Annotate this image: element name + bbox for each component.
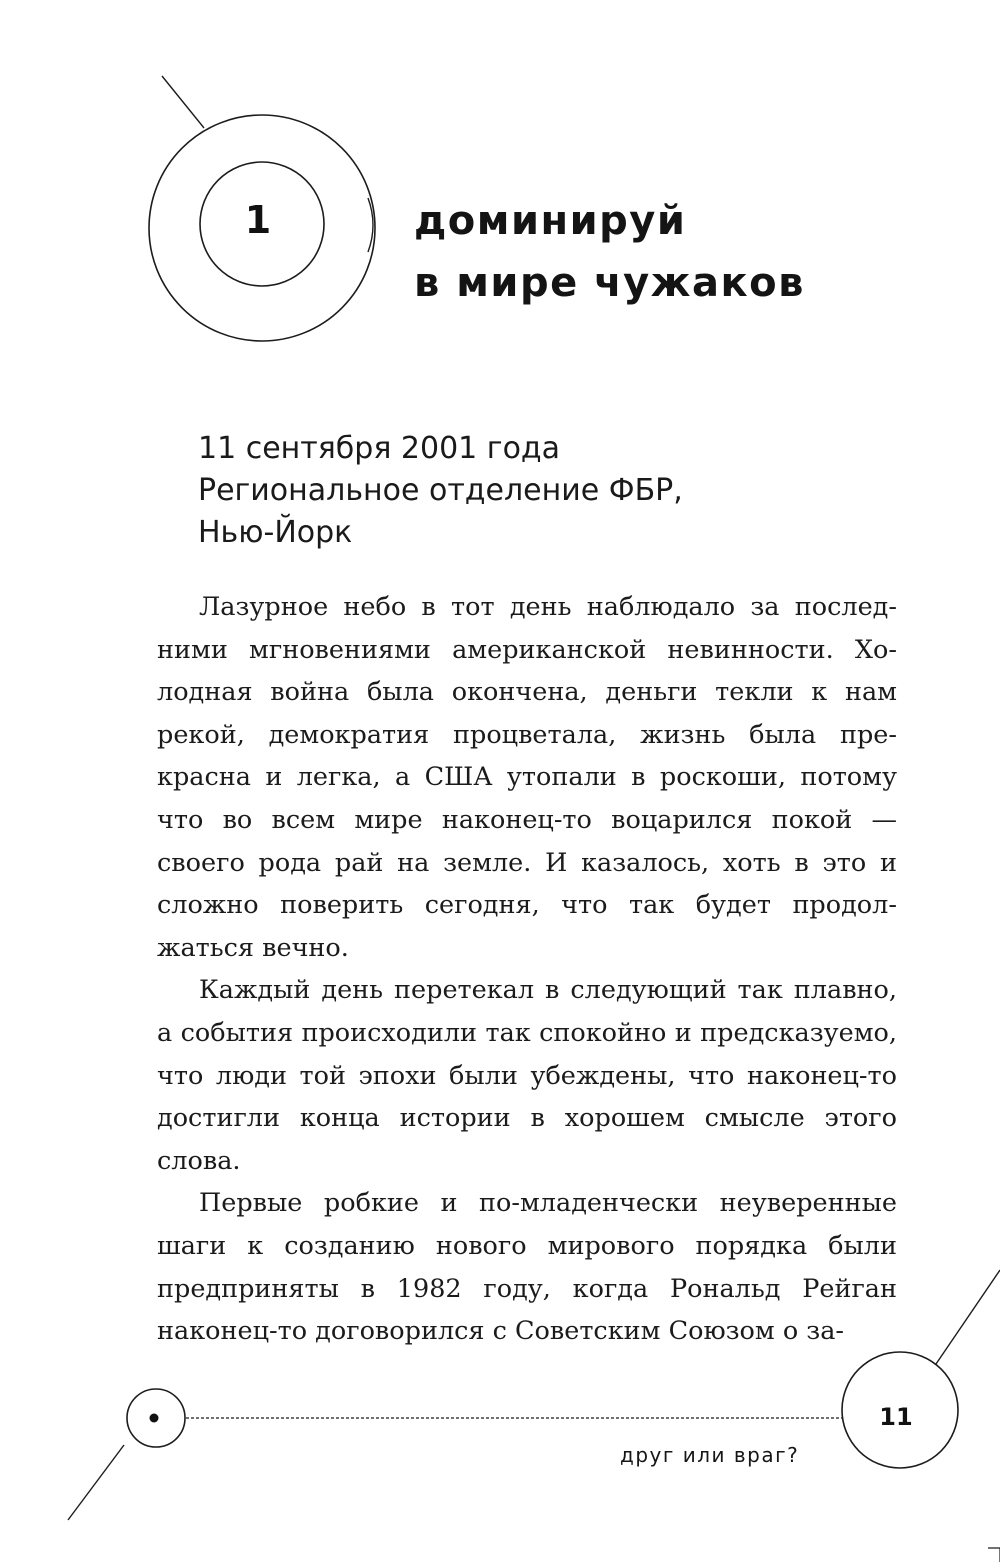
dateline-city: Нью-Йорк bbox=[198, 515, 353, 550]
footer-left-dot bbox=[150, 1414, 159, 1423]
body-text bbox=[157, 586, 897, 1353]
footer-right-line bbox=[936, 1270, 1000, 1364]
chapter-title-line: доминируй bbox=[414, 198, 687, 244]
page-number: 11 bbox=[879, 1403, 913, 1431]
page-edge-corner bbox=[988, 1548, 1000, 1562]
paragraph: Первые робкие и по-младенчески неуверенные шаги к созданию нового мирового порядка были предприняты в 1982 году, когда Рональд Рейган наконец-то договорился с Советским Союзом о за- bbox=[157, 1188, 897, 1347]
footer-left-line bbox=[68, 1445, 124, 1520]
paragraph: Каждый день перетекал в следующий так плавно, а события происходили так спокойно и предсказуемо, что люди той эпохи были убеждены, что наконец-то достигли конца истории в хорошем смысле этого слова. bbox=[157, 975, 897, 1176]
paragraph: Лазурное небо в тот день наблюдало за последними мгновениями американской невинности. Холодная война была окончена, деньги текли к нам рекой, демократия процветала, жизнь была прекрасна и легка, а США утопали в роскоши, потому что во всем мире наконец-то воцарился покой — своего рода рай на земле. И казалось, хоть в это и сложно поверить сегодня, что так будет продолжаться вечно. bbox=[157, 592, 897, 963]
dateline-date: 11 сентября 2001 года bbox=[198, 431, 561, 466]
chapter-title bbox=[414, 190, 805, 314]
running-footer-title: друг или враг? bbox=[620, 1443, 800, 1467]
chapter-title-line: в мире чужаков bbox=[414, 260, 805, 306]
badge-pointer-line bbox=[162, 76, 204, 128]
dateline-office: Региональное отделение ФБР, bbox=[198, 473, 683, 508]
chapter-number: 1 bbox=[244, 198, 272, 242]
dateline bbox=[198, 428, 683, 554]
